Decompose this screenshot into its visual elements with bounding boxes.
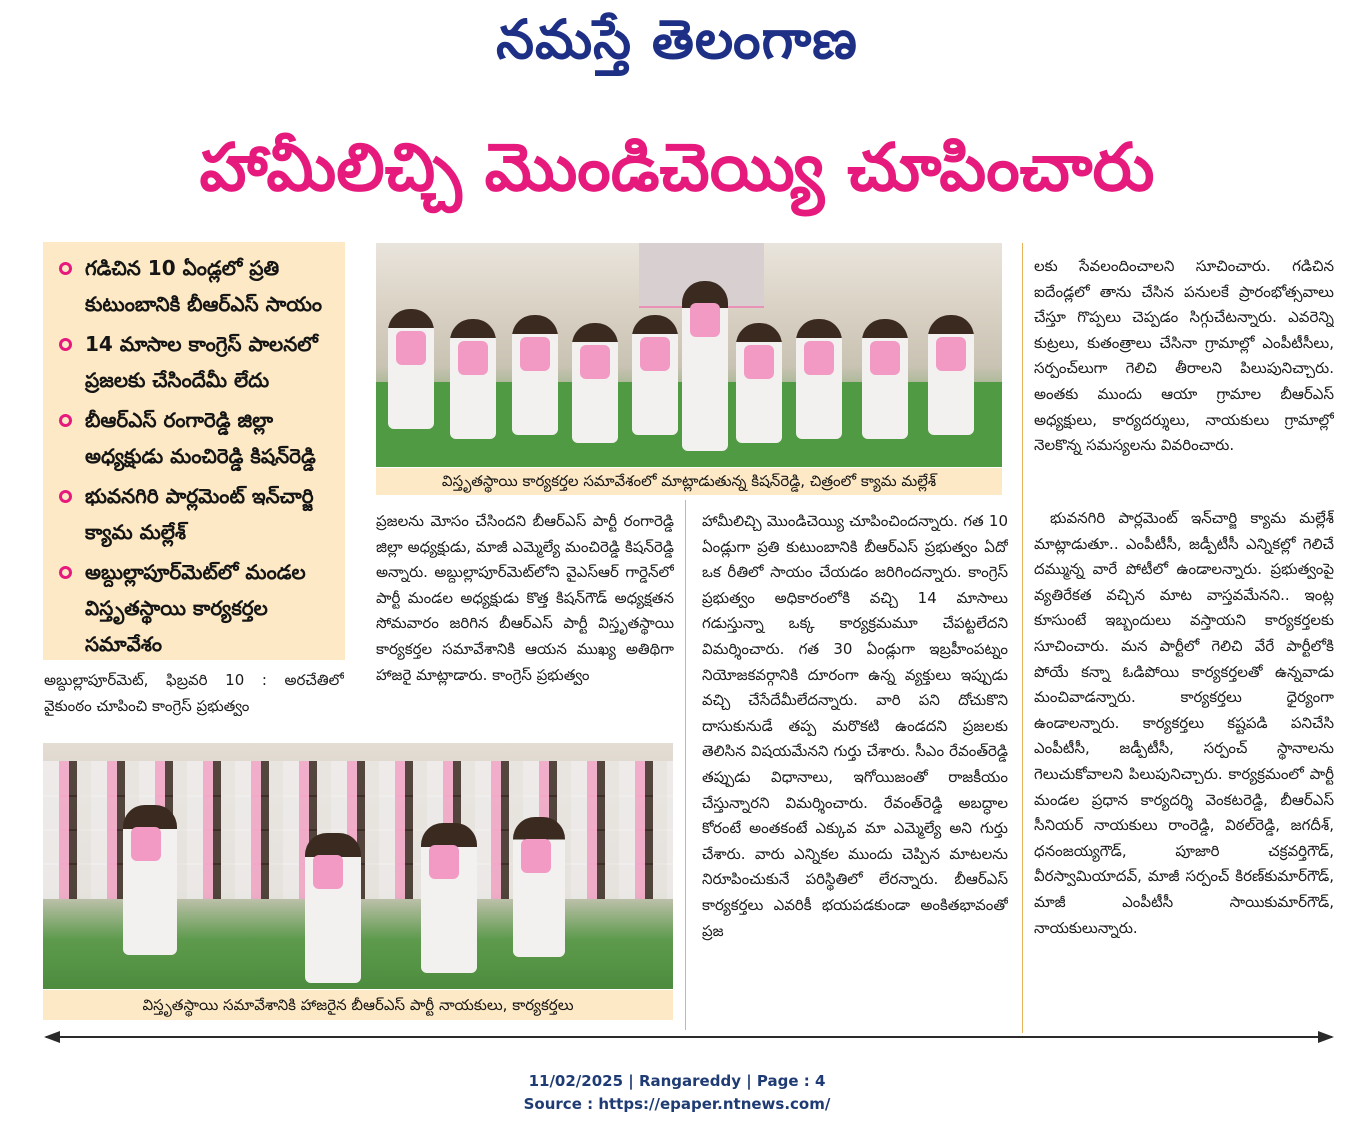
top-photo-caption: విస్తృతస్థాయి కార్యకర్తల సమావేశంలో మాట్లాడుతున్న కిషన్‌రెడ్డి, చిత్రంలో క్యామ మల్లేశ్ — [376, 468, 1002, 495]
person-figure — [513, 817, 565, 957]
arrow-left-icon — [44, 1031, 60, 1043]
highlight-item — [51, 554, 337, 662]
pink-scarf — [131, 827, 161, 861]
column-divider — [1022, 243, 1023, 1033]
pink-scarf — [870, 341, 900, 375]
ring-bullet-icon — [59, 566, 72, 579]
pink-scarf — [690, 303, 720, 337]
person-figure — [123, 805, 177, 955]
article-column-4b: భువనగిరి పార్లమెంట్ ఇన్‌చార్జి క్యామ మల్లేశ్ మాట్లాడుతూ.. ఎంపీటీసీ, జడ్పీటీసీ ఎన్నికల్లో గెలిచే దమ్మున్న వారే పోటీలో ఉండాలన్నారు. ప్రభుత్వంపై వ్యతిరేకత వచ్చిన మాట వాస్తవమేనని.. ఇంట్ల కూసుంటే ఇబ్బందులు వస్తాయని కార్యకర్తలకు సూచించారు. మన పార్టీలో గెలిచి వేరే పార్టీలోకి పోయే కన్నా ఓడిపోయి కార్యకర్తలతో ఉన్నవాడు మంచివాడన్నారు. కార్యకర్తలు ధైర్యంగా ఉండాలన్నారు. కార్యకర్తలు కష్టపడి పనిచేసి ఎంపీటీసీ, జడ్పీటీసీ, సర్పంచ్ స్థానాలను గెలుచుకోవాలని పిలుపునిచ్చారు. కార్యక్రమంలో పార్టీ మండల ప్రధాన కార్యదర్శి వెంకటరెడ్డి, బీఆర్ఎస్ సీనియర్ నాయకులు రాంరెడ్డి, విఠల్‌రెడ్డి, జగదీశ్, ధనంజయ్యగౌడ్, పూజారి చక్రవర్తిగౌడ్, వీరస్వామియాదవ్, మాజీ సర్పంచ్ కిరణ్‌కుమార్‌గౌడ్, మాజీ ఎంపీటీసీ సాయికుమార్‌గౌడ్, నాయకులున్నారు. — [1034, 509, 1334, 937]
footer-source[interactable]: Source : https://epaper.ntnews.com/ — [523, 1095, 831, 1113]
arrow-right-icon — [1318, 1031, 1334, 1043]
person-figure — [736, 323, 782, 443]
highlight-item — [51, 250, 337, 322]
pink-scarf — [744, 345, 774, 379]
article-column-4: లకు సేవలందించాలని సూచించారు. గడిచిన ఐదేండ్లలో తాను చేసిన పనులకే ప్రారంభోత్సవాలు చేస్తూ గొప్పలు చెప్పడం సిగ్గుచేటన్నారు. ఎవరెన్ని కుట్రలు, కుతంత్రాలు చేసినా గ్రామాల్లో ఎంపీటీసీలు, సర్పంచ్‌లుగా గెలిచి తీరాలని పిలుపునిచ్చారు. అంతకు ముందు ఆయా గ్రామాల బీఆర్ఎస్ అధ్యక్షులు, కార్యదర్శులు, నాయకులు గ్రామాల్లో నెలకొన్న సమస్యలను వివరించారు. — [1034, 257, 1334, 455]
person-figure — [305, 833, 361, 983]
highlight-text: గడిచిన 10 ఏండ్లలో ప్రతి కుటుంబానికి బీఆర్ఎస్ సాయం — [85, 256, 323, 316]
person-figure — [450, 319, 496, 439]
person-figure — [928, 315, 974, 435]
person-figure — [796, 319, 842, 439]
pink-scarf — [396, 331, 426, 365]
dateline-paragraph: అబ్దుల్లాపూర్‌మెట్, ఫిబ్రవరి 10 : అరచేతిలో వైకుంఠం చూపించి కాంగ్రెస్ ప్రభుత్వం — [44, 671, 344, 715]
highlight-text: 14 మాసాల కాంగ్రెస్ పాలనలో ప్రజలకు చేసిందేమీ లేదు — [85, 332, 318, 392]
highlights-box — [43, 242, 345, 660]
person-figure — [682, 281, 728, 451]
pink-scarf — [458, 341, 488, 375]
pink-scarf — [313, 855, 343, 889]
highlight-item — [51, 478, 337, 550]
meeting-stage-photo — [376, 243, 1002, 467]
ring-bullet-icon — [59, 490, 72, 503]
highlight-item — [51, 326, 337, 398]
page-rule — [46, 1036, 1332, 1038]
person-figure — [632, 315, 678, 435]
ring-bullet-icon — [59, 338, 72, 351]
article-headline: హామీలిచ్చి మొండిచెయ్యి చూపించారు — [199, 129, 1155, 206]
ring-bullet-icon — [59, 262, 72, 275]
highlight-text: అబ్దుల్లాపూర్‌మెట్‌లో మండల విస్తృతస్థాయి కార్యకర్తల సమావేశం — [85, 560, 306, 656]
bottom-photo-caption: విస్తృతస్థాయి సమావేశానికి హాజరైన బీఆర్ఎస్ పార్టీ నాయకులు, కార్యకర్తలు — [43, 990, 673, 1020]
person-figure — [572, 323, 618, 443]
person-figure — [512, 315, 558, 435]
footer-date-edition: 11/02/2025 | Rangareddy | Page : 4 — [528, 1072, 826, 1090]
crowd-row — [43, 761, 673, 797]
person-figure — [862, 319, 908, 439]
person-figure — [388, 309, 434, 429]
pink-scarf — [936, 337, 966, 371]
pink-scarf — [521, 839, 551, 873]
pink-scarf — [520, 337, 550, 371]
pink-scarf — [429, 845, 459, 879]
highlight-text: భువనగిరి పార్లమెంట్ ఇన్‌చార్జి క్యామ మల్లేశ్ — [85, 484, 314, 544]
pink-scarf — [580, 345, 610, 379]
column-divider — [685, 500, 686, 1030]
audience-photo — [43, 743, 673, 989]
masthead-logo: నమస్తే తెలంగాణ — [496, 7, 858, 71]
article-column-3: హామీలిచ్చి మొండిచెయ్యి చూపించిందన్నారు. గత 10 ఏండ్లుగా ప్రతి కుటుంబానికి బీఆర్ఎస్ ప్రభుత్వం ఏదో ఒక రీతిలో సాయం చేయడం జరిగిందన్నారు. కాంగ్రెస్ ప్రభుత్వం అధికారంలోకి వచ్చి 14 మాసాలు గడుస్తున్నా ఒక్క కార్యక్రమమూ చేపట్టలేదని విమర్శించారు. గత 30 ఏండ్లుగా ఇబ్రహీంపట్నం నియోజకవర్గానికి దూరంగా ఉన్న వ్యక్తులు ఇప్పుడు వచ్చి చేసేదేమీలేదన్నారు. వారి పని దోచుకొని దాసుకునుడే తప్ప మరొకటి ఉండదని ప్రజలకు తెలిసిన విషయమేనని గుర్తు చేశారు. సీఎం రేవంత్‌రెడ్డి తప్పుడు విధానాలు, ఇగోయిజంతో రాజకీయం చేస్తున్నారని విమర్శించారు. రేవంత్‌రెడ్డి అబద్ధాల కోరంటే అంతకంటే ఎక్కువ మా ఎమ్మెల్యే అని గుర్తు చేశారు. వారు ఎన్నికల ముందు చెప్పిన మాటలను నిరూపించుకునే పరిస్థితిలో లేరన్నారు. బీఆర్ఎస్ కార్యకర్తలు ఎవరికీ భయపడకుండా అంకితభావంతో ప్రజ — [702, 512, 1008, 940]
highlight-text: బీఆర్ఎస్ రంగారెడ్డి జిల్లా అధ్యక్షుడు మంచిరెడ్డి కిషన్‌రెడ్డి — [85, 408, 316, 468]
highlight-item — [51, 402, 337, 474]
pink-scarf — [804, 341, 834, 375]
ring-bullet-icon — [59, 414, 72, 427]
article-column-2: ప్రజలను మోసం చేసిందని బీఆర్ఎస్ పార్టీ రంగారెడ్డి జిల్లా అధ్యక్షుడు, మాజీ ఎమ్మెల్యే మంచిరెడ్డి కిషన్‌రెడ్డి అన్నారు. అబ్దుల్లాపూర్‌మెట్‌లోని వైఎస్ఆర్ గార్డెన్‌లో పార్టీ మండల అధ్యక్షుడు కొత్త కిషన్‌గౌడ్ అధ్యక్షతన సోమవారం జరిగిన బీఆర్ఎస్ పార్టీ విస్తృతస్థాయి కార్యకర్తల సమావేశానికి ఆయన ముఖ్య అతిథిగా హాజరై మాట్లాడారు. కాంగ్రెస్ ప్రభుత్వం — [376, 512, 674, 684]
pink-scarf — [640, 337, 670, 371]
person-figure — [421, 823, 477, 973]
